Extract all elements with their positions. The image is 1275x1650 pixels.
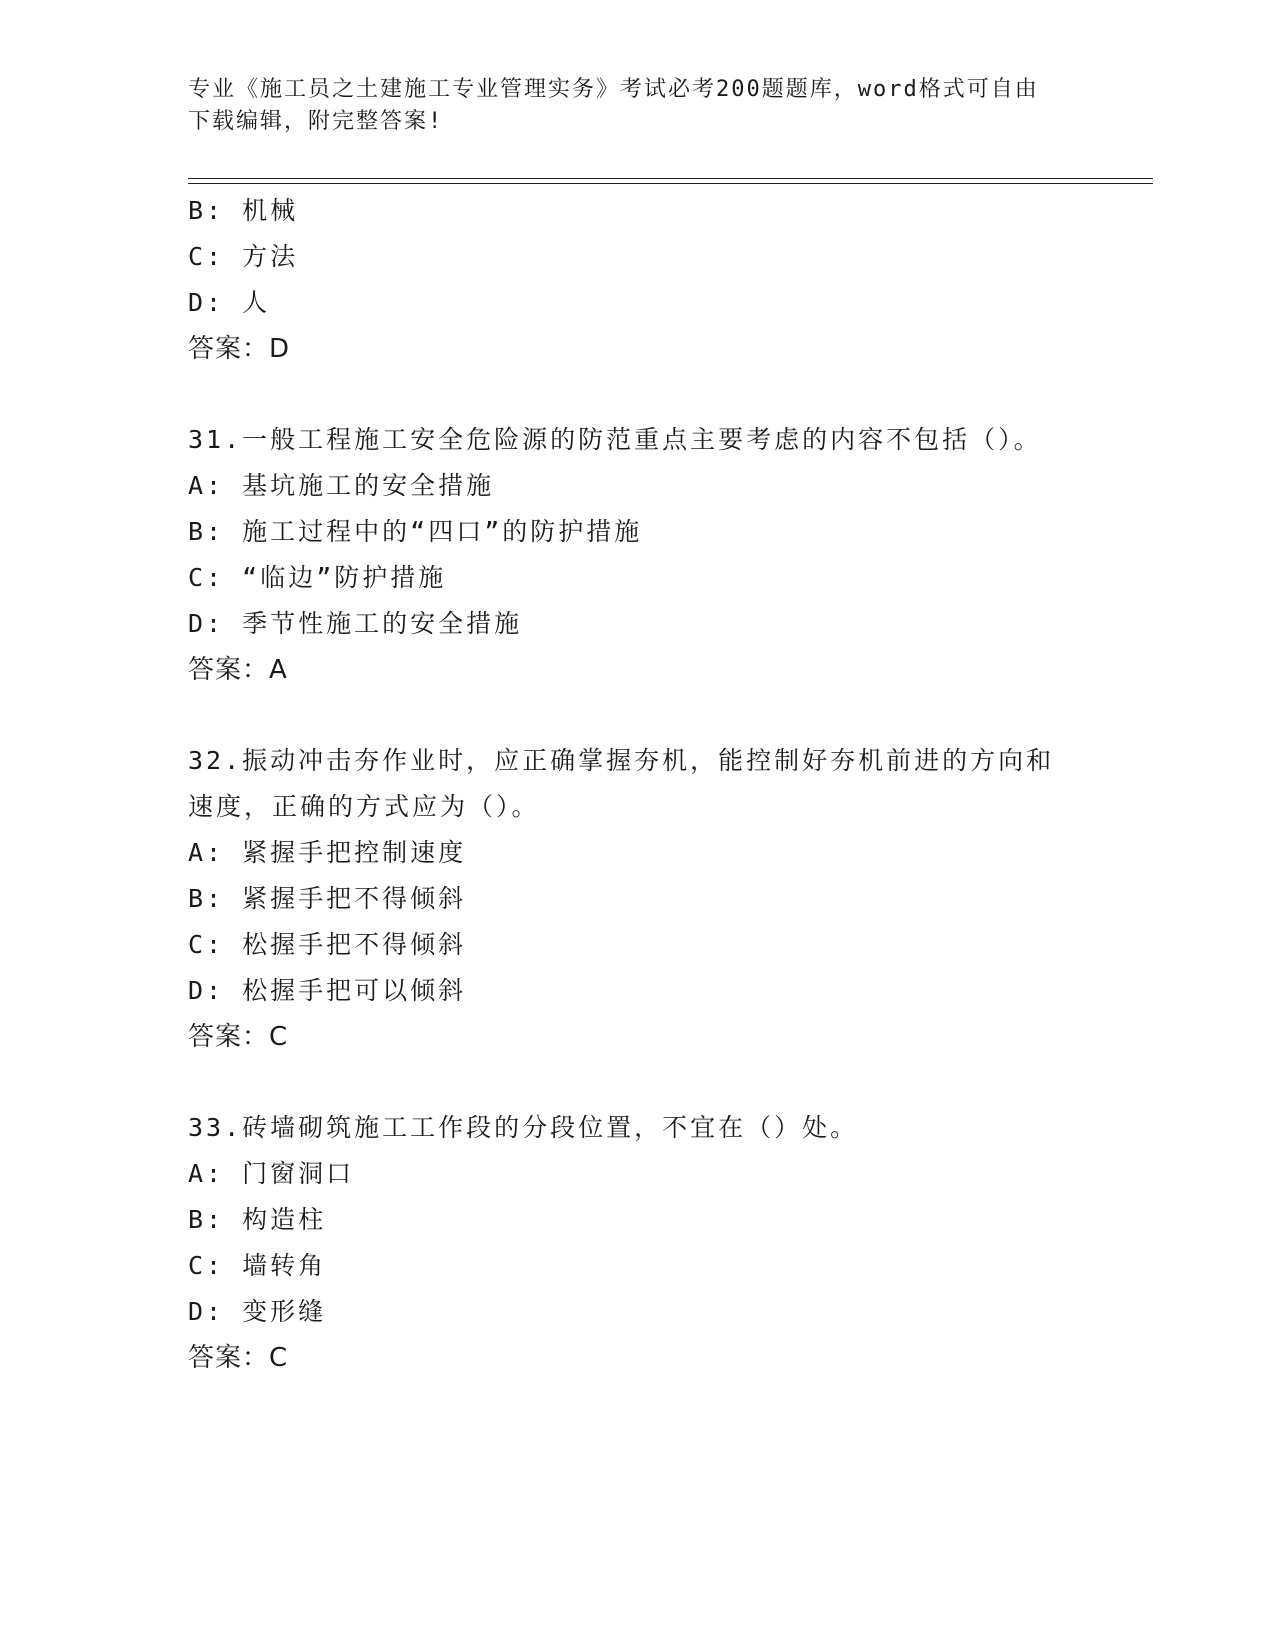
option-a: A: 门窗洞口 <box>188 1159 355 1188</box>
document-header <box>188 74 1088 138</box>
answer-line: 答案：C <box>188 1343 289 1373</box>
question-list <box>188 188 1153 1381</box>
stem-line: 速度，正确的方式应为（）。 <box>188 792 540 821</box>
question-block-32 <box>188 738 1153 1060</box>
header-divider-top <box>188 178 1153 179</box>
answer-line: 答案：D <box>188 334 291 364</box>
option-c: C: 松握手把不得倾斜 <box>188 930 467 959</box>
option-d: D: 人 <box>188 288 271 317</box>
spacer <box>188 1060 1153 1105</box>
option-c: C: “临边”防护措施 <box>188 563 447 592</box>
header-line-2: 下载编辑，附完整答案! <box>188 109 444 134</box>
question-stem <box>188 1105 1153 1151</box>
option-b: B: 施工过程中的“四口”的防护措施 <box>188 517 643 546</box>
option-d: D: 季节性施工的安全措施 <box>188 609 523 638</box>
question-block-30-continued <box>188 188 1153 372</box>
stem-line: 33.砖墙砌筑施工工作段的分段位置，不宜在（）处。 <box>188 1113 859 1142</box>
option-b: B: 紧握手把不得倾斜 <box>188 884 467 913</box>
option-a: A: 基坑施工的安全措施 <box>188 471 495 500</box>
option-d: D: 松握手把可以倾斜 <box>188 976 467 1005</box>
stem-line: 32.振动冲击夯作业时，应正确掌握夯机，能控制好夯机前进的方向和 <box>188 746 1055 775</box>
option-c: C: 墙转角 <box>188 1251 327 1280</box>
question-block-33 <box>188 1105 1153 1381</box>
answer-line: 答案：C <box>188 1022 289 1052</box>
spacer <box>188 693 1153 738</box>
spacer <box>188 372 1153 417</box>
header-divider-bottom <box>188 183 1153 184</box>
question-stem <box>188 738 1153 830</box>
option-b: B: 构造柱 <box>188 1205 327 1234</box>
stem-line: 31.一般工程施工安全危险源的防范重点主要考虑的内容不包括（）。 <box>188 425 1042 454</box>
option-a: A: 紧握手把控制速度 <box>188 838 467 867</box>
option-d: D: 变形缝 <box>188 1297 327 1326</box>
question-block-31 <box>188 417 1153 693</box>
option-c: C: 方法 <box>188 242 299 271</box>
answer-line: 答案：A <box>188 655 288 685</box>
option-b: B: 机械 <box>188 196 299 225</box>
question-stem <box>188 417 1153 463</box>
header-line-1: 专业《施工员之土建施工专业管理实务》考试必考200题题库，word格式可自由 <box>188 77 1039 102</box>
